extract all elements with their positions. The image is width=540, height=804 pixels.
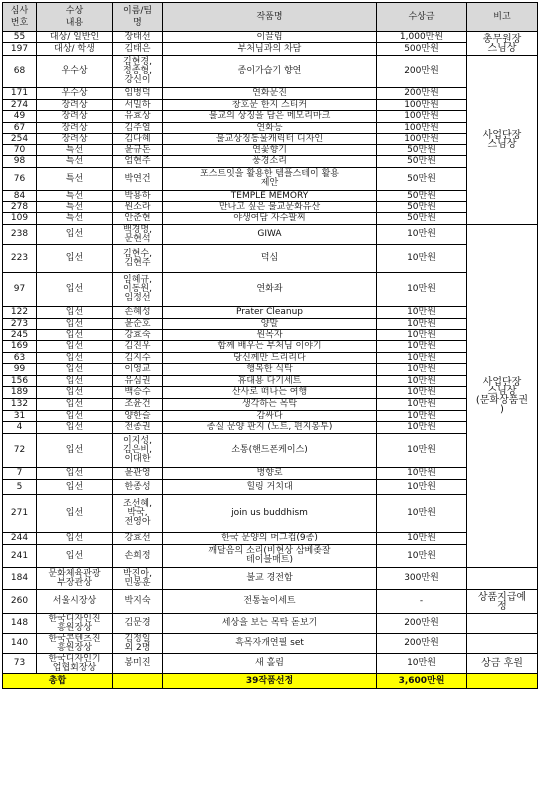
row-award: 특선 bbox=[37, 145, 113, 156]
row-title: 연화등 bbox=[163, 123, 377, 134]
row-note bbox=[467, 614, 538, 634]
row-title: 흑목자개연필 set bbox=[163, 634, 377, 654]
row-award: 특선 bbox=[37, 213, 113, 225]
total-name-blank bbox=[113, 674, 163, 689]
table-row bbox=[3, 202, 538, 213]
row-title: 깨달음의 소리(비현상 삼베좆잘 테이블매트) bbox=[163, 545, 377, 568]
total-row bbox=[3, 674, 538, 689]
row-award: 한국디자인기 업협회장상 bbox=[37, 654, 113, 674]
row-title: 산사로 떠나는 여행 bbox=[163, 387, 377, 399]
row-number: 109 bbox=[3, 213, 37, 225]
row-title: 행복한 식탁 bbox=[163, 364, 377, 376]
table-row bbox=[3, 468, 538, 480]
table-row bbox=[3, 399, 538, 411]
row-title: 야생여담 자수팔찌 bbox=[163, 213, 377, 225]
row-prize: 10만원 bbox=[377, 422, 467, 434]
row-number: 99 bbox=[3, 364, 37, 376]
row-number: 31 bbox=[3, 411, 37, 422]
row-number: 140 bbox=[3, 634, 37, 654]
table-row bbox=[3, 353, 538, 364]
row-award: 입선 bbox=[37, 364, 113, 376]
table-row bbox=[3, 225, 538, 245]
row-prize: 100만원 bbox=[377, 134, 467, 145]
row-name: 서밀하 bbox=[113, 100, 163, 111]
row-number: 4 bbox=[3, 422, 37, 434]
row-number: 273 bbox=[3, 319, 37, 330]
row-number: 184 bbox=[3, 568, 37, 590]
row-name: 김태은 bbox=[113, 43, 163, 56]
row-title: 종실 문양 판지 (노트, 편지봉투) bbox=[163, 422, 377, 434]
row-name: 강효선 bbox=[113, 533, 163, 545]
row-name: 윤순호 bbox=[113, 319, 163, 330]
header-prize: 수상금 bbox=[377, 3, 467, 32]
row-name: 이지성, 김은비, 이대한 bbox=[113, 434, 163, 468]
table-row bbox=[3, 614, 538, 634]
table-row bbox=[3, 330, 538, 341]
table-row bbox=[3, 273, 538, 307]
row-name: 한종성 bbox=[113, 480, 163, 495]
row-prize: 10만원 bbox=[377, 480, 467, 495]
row-title: 이끌림 bbox=[163, 32, 377, 43]
row-award: 입선 bbox=[37, 307, 113, 319]
row-title: 전통놀이세트 bbox=[163, 590, 377, 614]
row-number: 189 bbox=[3, 387, 37, 399]
row-title: 불교 경전함 bbox=[163, 568, 377, 590]
table-row bbox=[3, 480, 538, 495]
row-name: 장태선 bbox=[113, 32, 163, 43]
table-row bbox=[3, 245, 538, 273]
row-title: 원목자 bbox=[163, 330, 377, 341]
row-award: 입선 bbox=[37, 376, 113, 387]
row-award: 우수상 bbox=[37, 56, 113, 88]
row-name: 유효상 bbox=[113, 111, 163, 123]
row-prize: 200만원 bbox=[377, 88, 467, 100]
row-award: 입선 bbox=[37, 422, 113, 434]
row-prize: 10만원 bbox=[377, 399, 467, 411]
row-name: 박진아, 민봉훈 bbox=[113, 568, 163, 590]
row-note bbox=[467, 568, 538, 590]
row-prize: 10만원 bbox=[377, 545, 467, 568]
row-prize: 10만원 bbox=[377, 533, 467, 545]
row-number: 271 bbox=[3, 495, 37, 533]
row-award: 입선 bbox=[37, 387, 113, 399]
row-title: 함께 배우는 부처님 이야기 bbox=[163, 341, 377, 353]
row-award: 입선 bbox=[37, 319, 113, 330]
row-name: 김현수, 김현주 bbox=[113, 245, 163, 273]
table-row bbox=[3, 387, 538, 399]
table-row bbox=[3, 654, 538, 674]
row-name: 박용하 bbox=[113, 191, 163, 202]
row-name: 봉미진 bbox=[113, 654, 163, 674]
row-number: 55 bbox=[3, 32, 37, 43]
row-title: 휴대용 다기세트 bbox=[163, 376, 377, 387]
table-row bbox=[3, 434, 538, 468]
row-title: 덕심 bbox=[163, 245, 377, 273]
row-number: 254 bbox=[3, 134, 37, 145]
row-name: 김지수 bbox=[113, 353, 163, 364]
table-row bbox=[3, 307, 538, 319]
table-row bbox=[3, 32, 538, 43]
row-name: 백경명, 문현석 bbox=[113, 225, 163, 245]
table-row bbox=[3, 634, 538, 654]
row-award: 대상/ 학생 bbox=[37, 43, 113, 56]
row-number: 76 bbox=[3, 168, 37, 191]
row-award: 입선 bbox=[37, 399, 113, 411]
row-prize: 10만원 bbox=[377, 341, 467, 353]
row-name: 조선혜, 박국, 전영아 bbox=[113, 495, 163, 533]
row-award: 장려상 bbox=[37, 100, 113, 111]
table-row bbox=[3, 422, 538, 434]
total-count: 39작품선정 bbox=[163, 674, 377, 689]
row-title: 창호문 한지 스티커 bbox=[163, 100, 377, 111]
row-prize: 100만원 bbox=[377, 111, 467, 123]
row-award: 입선 bbox=[37, 273, 113, 307]
table-row bbox=[3, 43, 538, 56]
table-row bbox=[3, 213, 538, 225]
row-title: GIWA bbox=[163, 225, 377, 245]
row-note bbox=[467, 634, 538, 654]
row-name: 강효숙 bbox=[113, 330, 163, 341]
table-row bbox=[3, 545, 538, 568]
row-award: 입선 bbox=[37, 533, 113, 545]
row-prize: 50만원 bbox=[377, 145, 467, 156]
row-name: 박지숙 bbox=[113, 590, 163, 614]
row-prize: 10만원 bbox=[377, 387, 467, 399]
row-name: 윤관영 bbox=[113, 468, 163, 480]
row-title: join us buddhism bbox=[163, 495, 377, 533]
row-name: 김주열 bbox=[113, 123, 163, 134]
header-name: 이름/팀 명 bbox=[113, 3, 163, 32]
row-name: 양한슬 bbox=[113, 411, 163, 422]
row-number: 122 bbox=[3, 307, 37, 319]
row-prize: 10만원 bbox=[377, 245, 467, 273]
table-row bbox=[3, 590, 538, 614]
table-row bbox=[3, 156, 538, 168]
row-prize: 500만원 bbox=[377, 43, 467, 56]
row-award: 장려상 bbox=[37, 134, 113, 145]
table-row bbox=[3, 319, 538, 330]
row-name: 엄현주 bbox=[113, 156, 163, 168]
total-label: 총합 bbox=[3, 674, 113, 689]
row-award: 입선 bbox=[37, 411, 113, 422]
row-award: 특선 bbox=[37, 168, 113, 191]
row-prize: 50만원 bbox=[377, 213, 467, 225]
row-prize: 100만원 bbox=[377, 123, 467, 134]
row-number: 245 bbox=[3, 330, 37, 341]
row-award: 장려상 bbox=[37, 123, 113, 134]
row-number: 97 bbox=[3, 273, 37, 307]
row-name: 손희정 bbox=[113, 545, 163, 568]
row-number: 169 bbox=[3, 341, 37, 353]
row-prize: 10만원 bbox=[377, 330, 467, 341]
row-award: 우수상 bbox=[37, 88, 113, 100]
row-name: 김다혜 bbox=[113, 134, 163, 145]
row-number: 84 bbox=[3, 191, 37, 202]
row-name: 조윤건 bbox=[113, 399, 163, 411]
row-prize: 100만원 bbox=[377, 100, 467, 111]
table-row bbox=[3, 123, 538, 134]
row-name: 전종권 bbox=[113, 422, 163, 434]
row-prize: 50만원 bbox=[377, 191, 467, 202]
row-award: 한국콘텐츠진 흥원장상 bbox=[37, 634, 113, 654]
awards-table bbox=[2, 2, 538, 689]
table-body bbox=[3, 32, 538, 689]
row-number: 156 bbox=[3, 376, 37, 387]
row-number: 68 bbox=[3, 56, 37, 88]
row-name: 안준현 bbox=[113, 213, 163, 225]
row-award: 입선 bbox=[37, 434, 113, 468]
header-title: 작품명 bbox=[163, 3, 377, 32]
table-row bbox=[3, 134, 538, 145]
row-number: 148 bbox=[3, 614, 37, 634]
row-name: 손혜성 bbox=[113, 307, 163, 319]
row-number: 223 bbox=[3, 245, 37, 273]
row-prize: 10만원 bbox=[377, 353, 467, 364]
row-name: 백승수 bbox=[113, 387, 163, 399]
row-prize: - bbox=[377, 590, 467, 614]
row-number: 132 bbox=[3, 399, 37, 411]
row-number: 171 bbox=[3, 88, 37, 100]
row-title: 한국 문양의 머그컵(9종) bbox=[163, 533, 377, 545]
row-name: 김진우 bbox=[113, 341, 163, 353]
row-award: 입선 bbox=[37, 330, 113, 341]
row-title: TEMPLE MEMORY bbox=[163, 191, 377, 202]
row-prize: 10만원 bbox=[377, 225, 467, 245]
table-row bbox=[3, 56, 538, 88]
table-row bbox=[3, 376, 538, 387]
row-award: 서울시장상 bbox=[37, 590, 113, 614]
table-row bbox=[3, 168, 538, 191]
total-amount: 3,600만원 bbox=[377, 674, 467, 689]
table-row bbox=[3, 568, 538, 590]
row-title: 연화문진 bbox=[163, 88, 377, 100]
table-row bbox=[3, 88, 538, 100]
row-prize: 10만원 bbox=[377, 319, 467, 330]
table-row bbox=[3, 411, 538, 422]
header-award: 수상 내용 bbox=[37, 3, 113, 32]
row-number: 197 bbox=[3, 43, 37, 56]
row-title: 연꽃향기 bbox=[163, 145, 377, 156]
row-title: 불교의 상징을 담은 메모리마크 bbox=[163, 111, 377, 123]
row-name: 박연건 bbox=[113, 168, 163, 191]
row-number: 67 bbox=[3, 123, 37, 134]
row-award: 특선 bbox=[37, 191, 113, 202]
row-title: 병향로 bbox=[163, 468, 377, 480]
row-title: 만나고 싶은 불교문화유산 bbox=[163, 202, 377, 213]
row-prize: 10만원 bbox=[377, 495, 467, 533]
table-row bbox=[3, 364, 538, 376]
row-note: 상품지급예 정 bbox=[467, 590, 538, 614]
row-name: 김문경 bbox=[113, 614, 163, 634]
row-number: 274 bbox=[3, 100, 37, 111]
row-note: 사업단장 스님상 (문화상품권 ) bbox=[467, 225, 538, 568]
row-title: 부처님과의 차담 bbox=[163, 43, 377, 56]
row-prize: 10만원 bbox=[377, 468, 467, 480]
row-prize: 1,000만원 bbox=[377, 32, 467, 43]
row-title: 생각하는 목탁 bbox=[163, 399, 377, 411]
header-note: 비고 bbox=[467, 3, 538, 32]
row-number: 49 bbox=[3, 111, 37, 123]
table-row bbox=[3, 191, 538, 202]
table-row bbox=[3, 533, 538, 545]
row-prize: 50만원 bbox=[377, 202, 467, 213]
row-award: 문화체육관광 부장관상 bbox=[37, 568, 113, 590]
row-title: Prater Cleanup bbox=[163, 307, 377, 319]
row-name: 임병덕 bbox=[113, 88, 163, 100]
row-prize: 50만원 bbox=[377, 168, 467, 191]
row-award: 입선 bbox=[37, 468, 113, 480]
row-title: 불교상징동물캐릭터 디자인 bbox=[163, 134, 377, 145]
row-title: 소통(핸드폰케이스) bbox=[163, 434, 377, 468]
row-prize: 10만원 bbox=[377, 273, 467, 307]
header-row bbox=[3, 3, 538, 32]
row-award: 특선 bbox=[37, 156, 113, 168]
row-prize: 300만원 bbox=[377, 568, 467, 590]
row-name: 김정일 외 2명 bbox=[113, 634, 163, 654]
row-number: 244 bbox=[3, 533, 37, 545]
row-prize: 200만원 bbox=[377, 614, 467, 634]
row-award: 입선 bbox=[37, 245, 113, 273]
row-title: 양말 bbox=[163, 319, 377, 330]
row-title: 포스트잇을 활용한 템플스테이 활용 제안 bbox=[163, 168, 377, 191]
row-prize: 10만원 bbox=[377, 376, 467, 387]
row-number: 98 bbox=[3, 156, 37, 168]
row-title: 세상을 보는 목탁 돋보기 bbox=[163, 614, 377, 634]
row-award: 입선 bbox=[37, 341, 113, 353]
row-number: 7 bbox=[3, 468, 37, 480]
row-award: 대상/ 일반인 bbox=[37, 32, 113, 43]
row-name: 임혜규, 이동원, 임정선 bbox=[113, 273, 163, 307]
row-number: 241 bbox=[3, 545, 37, 568]
row-prize: 10만원 bbox=[377, 434, 467, 468]
row-title: 풍경소리 bbox=[163, 156, 377, 168]
row-title: 새 홀림 bbox=[163, 654, 377, 674]
row-title: 당신께만 드리리다 bbox=[163, 353, 377, 364]
row-name: 김현경, 정종형, 강신이 bbox=[113, 56, 163, 88]
row-number: 260 bbox=[3, 590, 37, 614]
row-number: 70 bbox=[3, 145, 37, 156]
row-name: 원소라 bbox=[113, 202, 163, 213]
row-number: 73 bbox=[3, 654, 37, 674]
table-row bbox=[3, 100, 538, 111]
row-award: 입선 bbox=[37, 353, 113, 364]
row-name: 이영교 bbox=[113, 364, 163, 376]
row-award: 입선 bbox=[37, 480, 113, 495]
row-prize: 200만원 bbox=[377, 634, 467, 654]
table-row bbox=[3, 495, 538, 533]
row-prize: 10만원 bbox=[377, 654, 467, 674]
row-award: 입선 bbox=[37, 545, 113, 568]
row-prize: 50만원 bbox=[377, 156, 467, 168]
table-row bbox=[3, 341, 538, 353]
row-number: 72 bbox=[3, 434, 37, 468]
row-title: 힐링 거치대 bbox=[163, 480, 377, 495]
row-number: 63 bbox=[3, 353, 37, 364]
row-award: 입선 bbox=[37, 225, 113, 245]
row-prize: 200만원 bbox=[377, 56, 467, 88]
row-title: 감싸다 bbox=[163, 411, 377, 422]
row-name: 윤규돈 bbox=[113, 145, 163, 156]
row-note: 총무원장 스님상 bbox=[467, 32, 538, 56]
row-prize: 10만원 bbox=[377, 307, 467, 319]
row-title: 연화좌 bbox=[163, 273, 377, 307]
row-award: 장려상 bbox=[37, 111, 113, 123]
row-award: 특선 bbox=[37, 202, 113, 213]
table-row bbox=[3, 145, 538, 156]
row-number: 278 bbox=[3, 202, 37, 213]
row-name: 유심권 bbox=[113, 376, 163, 387]
row-award: 입선 bbox=[37, 495, 113, 533]
row-note: 사업단장 스님상 bbox=[467, 56, 538, 225]
row-number: 5 bbox=[3, 480, 37, 495]
table-row bbox=[3, 111, 538, 123]
row-note: 상금 후원 bbox=[467, 654, 538, 674]
row-prize: 10만원 bbox=[377, 411, 467, 422]
row-award: 한국디자인진 흥원장상 bbox=[37, 614, 113, 634]
total-note-blank bbox=[467, 674, 538, 689]
row-number: 238 bbox=[3, 225, 37, 245]
row-prize: 10만원 bbox=[377, 364, 467, 376]
row-title: 종이가습기 향연 bbox=[163, 56, 377, 88]
header-no: 심사 번호 bbox=[3, 3, 37, 32]
